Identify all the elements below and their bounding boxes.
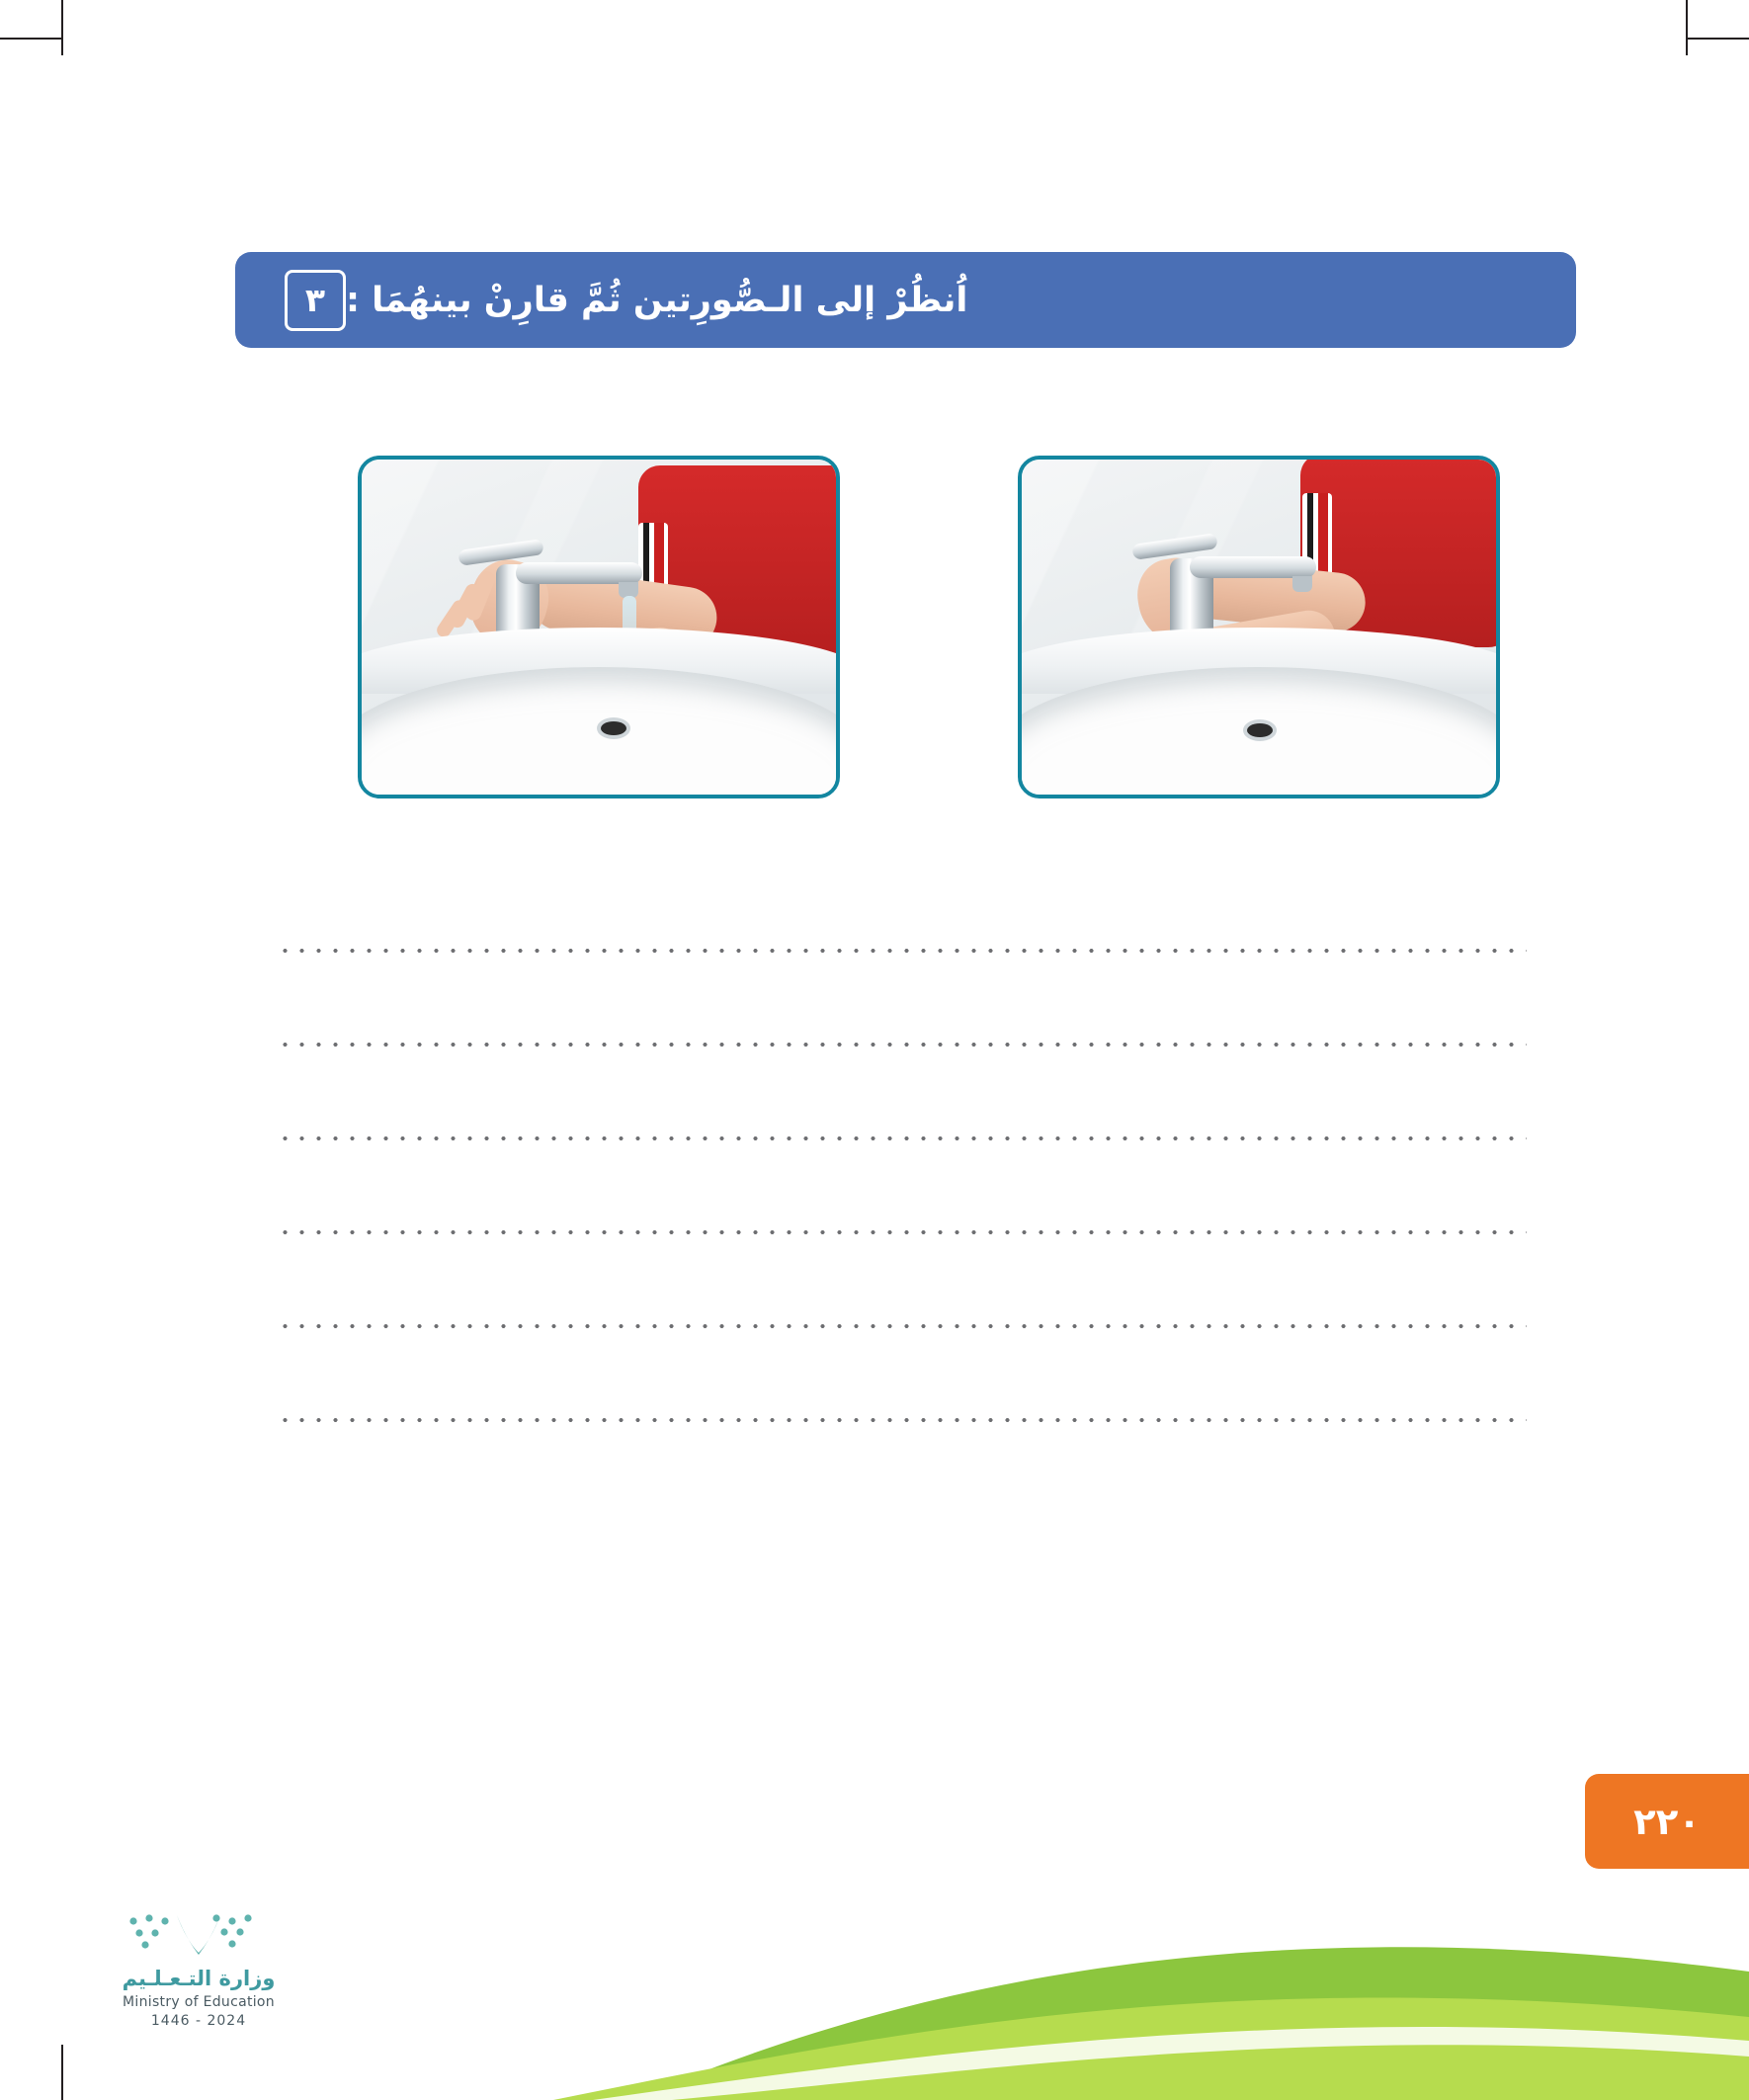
page-number: ٢٢٠ (1633, 1800, 1701, 1843)
photo-scene (362, 460, 836, 795)
crop-mark-top-left-horizontal (0, 38, 61, 40)
ministry-logo-years: 2024 - 1446 (150, 2013, 247, 2029)
faucet-neck (1190, 556, 1316, 578)
sink-drain (1247, 723, 1273, 737)
question-number: ٣ (285, 270, 346, 331)
question-text: اُنظُرْ إلى الـصُّورِتين ثُمَّ قارِنْ بينهُمَا : (346, 280, 968, 320)
photo-handwashing-water-off (1018, 456, 1500, 798)
photo-handwashing-water-on (358, 456, 840, 798)
faucet-neck (516, 562, 642, 584)
answer-line-6[interactable] (277, 1418, 1527, 1422)
answer-line-5[interactable] (277, 1324, 1527, 1328)
answer-line-4[interactable] (277, 1230, 1527, 1234)
question-header-bar (235, 252, 1576, 348)
ministry-logo-arabic: وزارة التـعـلـيم (122, 1967, 276, 1990)
answer-line-2[interactable] (277, 1043, 1527, 1047)
ministry-logo-english: Ministry of Education (123, 1994, 275, 2010)
crop-mark-top-left-vertical (61, 0, 63, 55)
sink-basin (358, 667, 840, 798)
answer-lines[interactable] (277, 949, 1527, 1512)
crop-mark-top-right-horizontal (1688, 38, 1749, 40)
crop-mark-top-right-vertical (1686, 0, 1688, 55)
ministry-logo (95, 1911, 302, 2029)
answer-line-1[interactable] (277, 949, 1527, 953)
ministry-logo-mark (100, 1911, 297, 1957)
answer-line-3[interactable] (277, 1136, 1527, 1140)
faucet-spout (1292, 576, 1312, 592)
photo-scene (1022, 460, 1496, 795)
sink-drain (601, 721, 626, 735)
